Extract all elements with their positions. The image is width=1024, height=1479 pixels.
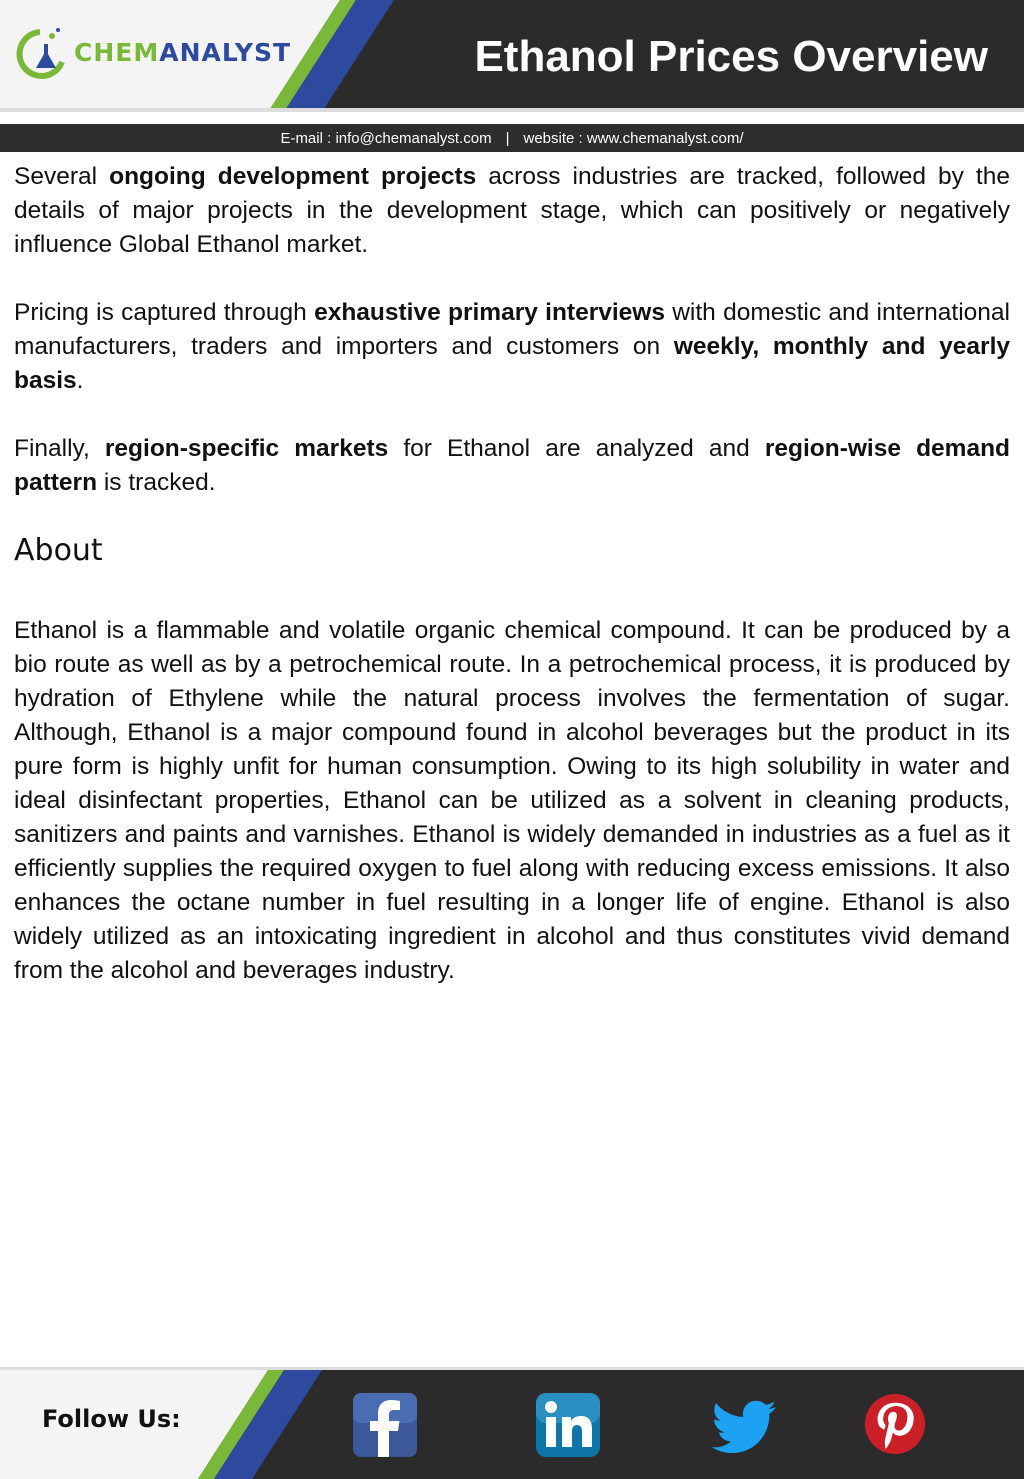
text-segment: across industries are tracked, followed by the details of major projects in the development stage, which can positively or negatively influence Global Ethanol market.	[14, 163, 1010, 258]
text-segment: Pricing is captured through	[14, 299, 315, 326]
text-segment: is tracked.	[97, 469, 216, 496]
page-footer	[0, 1367, 1024, 1479]
text-segment: for Ethanol are analyzed and	[388, 435, 765, 462]
follow-us-label: Follow Us:	[42, 1405, 181, 1433]
bold-phrase: exhaustive primary interviews	[314, 299, 665, 326]
about-heading: About	[14, 533, 103, 568]
linkedin-icon[interactable]	[536, 1393, 600, 1457]
logo-flask-icon	[14, 22, 76, 82]
text-segment: Finally,	[14, 435, 105, 462]
text-segment: with domestic and international manufacturers, traders and importers and customers on	[14, 299, 1010, 360]
website-link[interactable]: website : www.chemanalyst.com/	[523, 129, 744, 147]
bold-phrase: region-wise demand pattern	[14, 435, 1011, 496]
contact-bar	[0, 124, 1024, 152]
bold-phrase: ongoing development projects	[109, 163, 477, 190]
about-paragraph: Ethanol is a flammable and volatile organic chemical compound. It can be produced by a bio route as well as by a petrochemical route. In a petrochemical process, it is produced by hydration of Ethylene while the natural process involves the fermentation of sugar. Although, Ethanol is a major compound found in alcohol beverages but the product in its pure form is highly unfit for human consumption. Owing to its high solubility in water and ideal disinfectant properties, Ethanol can be utilized as a solvent in cleaning products, sanitizers and paints and varnishes. Ethanol is widely demanded in industries as a fuel as it efficiently supplies the required oxygen to fuel along with reducing excess emissions. It also enhances the octane number in fuel resulting in a longer life of engine. Ethanol is also widely utilized as an intoxicating ingredient in alcohol and thus constitutes vivid demand from the alcohol and beverages industry.	[14, 617, 1010, 984]
contact-separator: |	[505, 129, 510, 147]
bold-phrase: weekly, monthly and yearly basis	[14, 333, 1010, 394]
text-segment: Several	[14, 163, 110, 190]
facebook-icon[interactable]	[353, 1393, 417, 1457]
twitter-icon[interactable]	[712, 1397, 776, 1457]
email-link[interactable]: E-mail : info@chemanalyst.com	[280, 129, 492, 147]
bold-phrase: region-specific markets	[104, 435, 389, 462]
paragraph-pricing	[14, 296, 1010, 398]
page-title: Ethanol Prices Overview	[474, 32, 988, 81]
paragraph-regional-markets	[14, 432, 1010, 500]
text-segment: .	[76, 367, 84, 394]
main-content	[14, 160, 1010, 1022]
page-header	[0, 0, 1024, 112]
pinterest-icon[interactable]	[864, 1393, 926, 1455]
logo-text: CHEMANALYST	[74, 37, 292, 67]
chemanalyst-logo[interactable]	[14, 22, 304, 82]
paragraph-development-projects	[14, 160, 1010, 262]
